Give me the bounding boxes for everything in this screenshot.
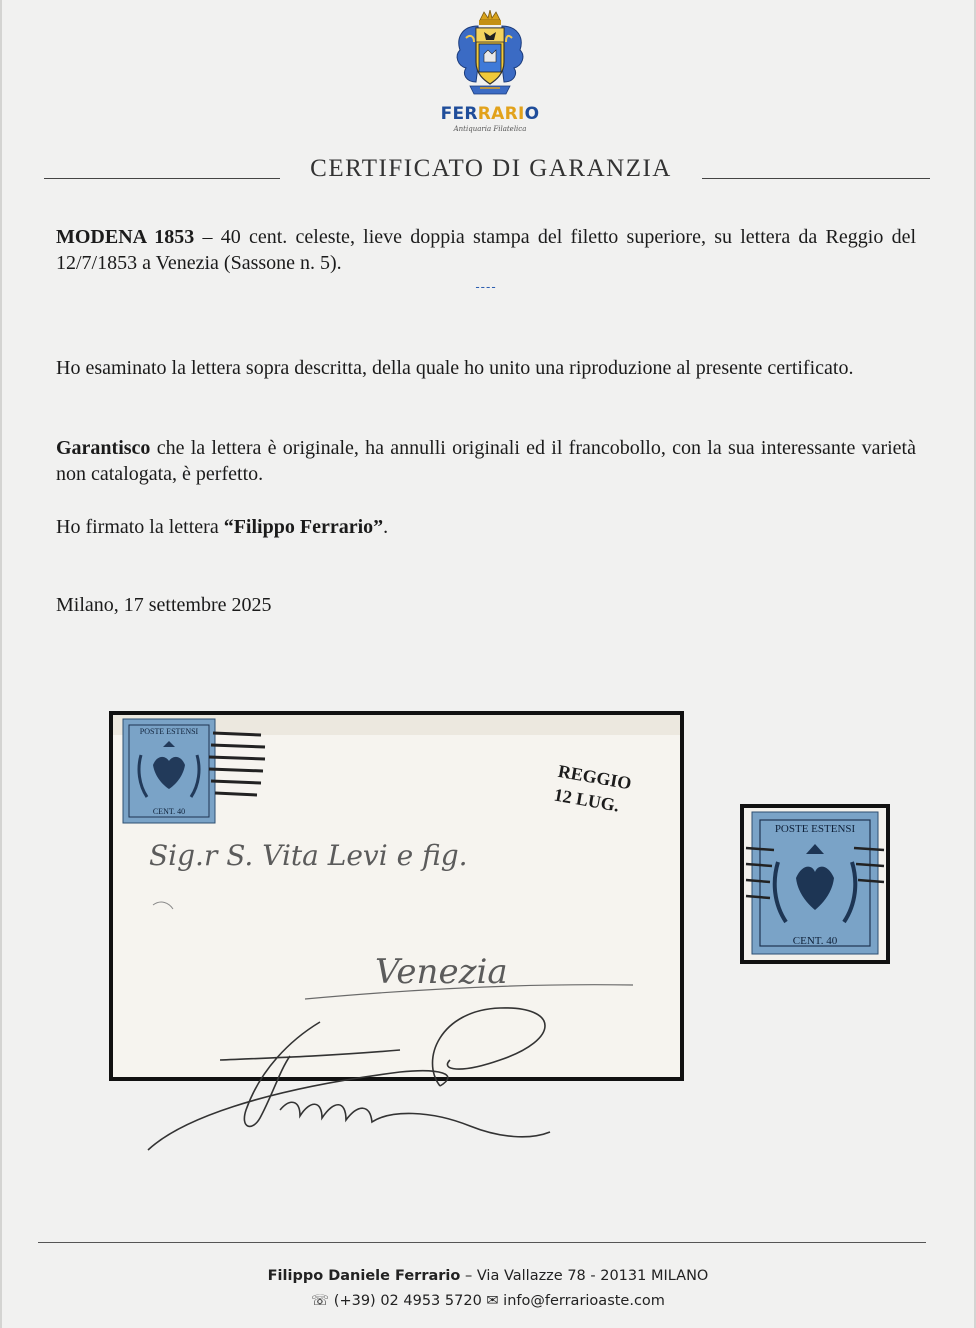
enlarged-stamp-top: POSTE ESTENSI [774,823,856,835]
handwritten-signature [140,1000,570,1170]
letter-stamp [123,719,215,823]
footer-address-line [0,1268,976,1284]
letter-stamp-top: POSTE ESTENSI [139,727,199,736]
footer-name: Filippo Daniele Ferrario [267,1268,461,1284]
separator-dashes: ---- [475,279,497,294]
guarantee-paragraph [56,435,916,487]
title-rule-left [44,178,280,179]
enlarged-stamp-bottom: CENT. 40 [792,935,838,947]
postmark-date: 12 LUG. [552,784,621,816]
signed-text: Ho firmato la lettera [56,516,224,538]
signed-end: . [383,516,389,538]
item-heading: MODENA 1853 [56,226,195,248]
footer-email[interactable]: info@ferrarioaste.com [503,1293,665,1309]
place-date: Milano, 17 settembre 2025 [56,594,272,616]
signed-paragraph [56,514,916,540]
guarantee-keyword: Garantisco [56,437,151,459]
certificate-title: CERTIFICATO DI GARANZIA [310,155,672,182]
footer-rule [38,1242,926,1243]
footer-phone[interactable]: (+39) 02 4953 5720 [333,1293,482,1309]
footer-contact-line [0,1293,976,1309]
description-paragraph [56,224,916,276]
address-line-2: Venezia [375,952,508,992]
coat-of-arms-icon [452,10,528,100]
enlarged-stamp-image [740,804,890,964]
item-description: – 40 cent. celeste, lieve doppia stampa del filetto superiore, su lettera da Reggio del 12/7/1853 a Venezia (Sassone n. 5). [56,226,917,274]
signed-name: “Filippo Ferrario” [223,516,384,538]
ferrario-logo [438,10,542,138]
footer-address: – Via Vallazze 78 - 20131 MILANO [460,1268,709,1284]
title-rule-right [702,178,930,179]
address-line-1: Sig.r S. Vita Levi e fig. [149,839,468,872]
guarantee-text: che la lettera è originale, ha annulli originali ed il francobollo, con la sua interessante varietà non catalogata, è perfetto. [56,437,916,485]
envelope-icon: ✉ [486,1293,499,1309]
telephone-icon: ☏ [311,1293,330,1309]
logo-tagline: Antiquaria Filatelica [453,125,527,133]
logo-brand-name: FERRARIO [440,104,540,124]
examination-paragraph: Ho esaminato la lettera sopra descritta, della quale ho unito una riproduzione al presente certificato. [56,357,854,379]
letter-stamp-bottom: CENT. 40 [152,807,186,816]
postmark-city: REGGIO [556,760,633,794]
